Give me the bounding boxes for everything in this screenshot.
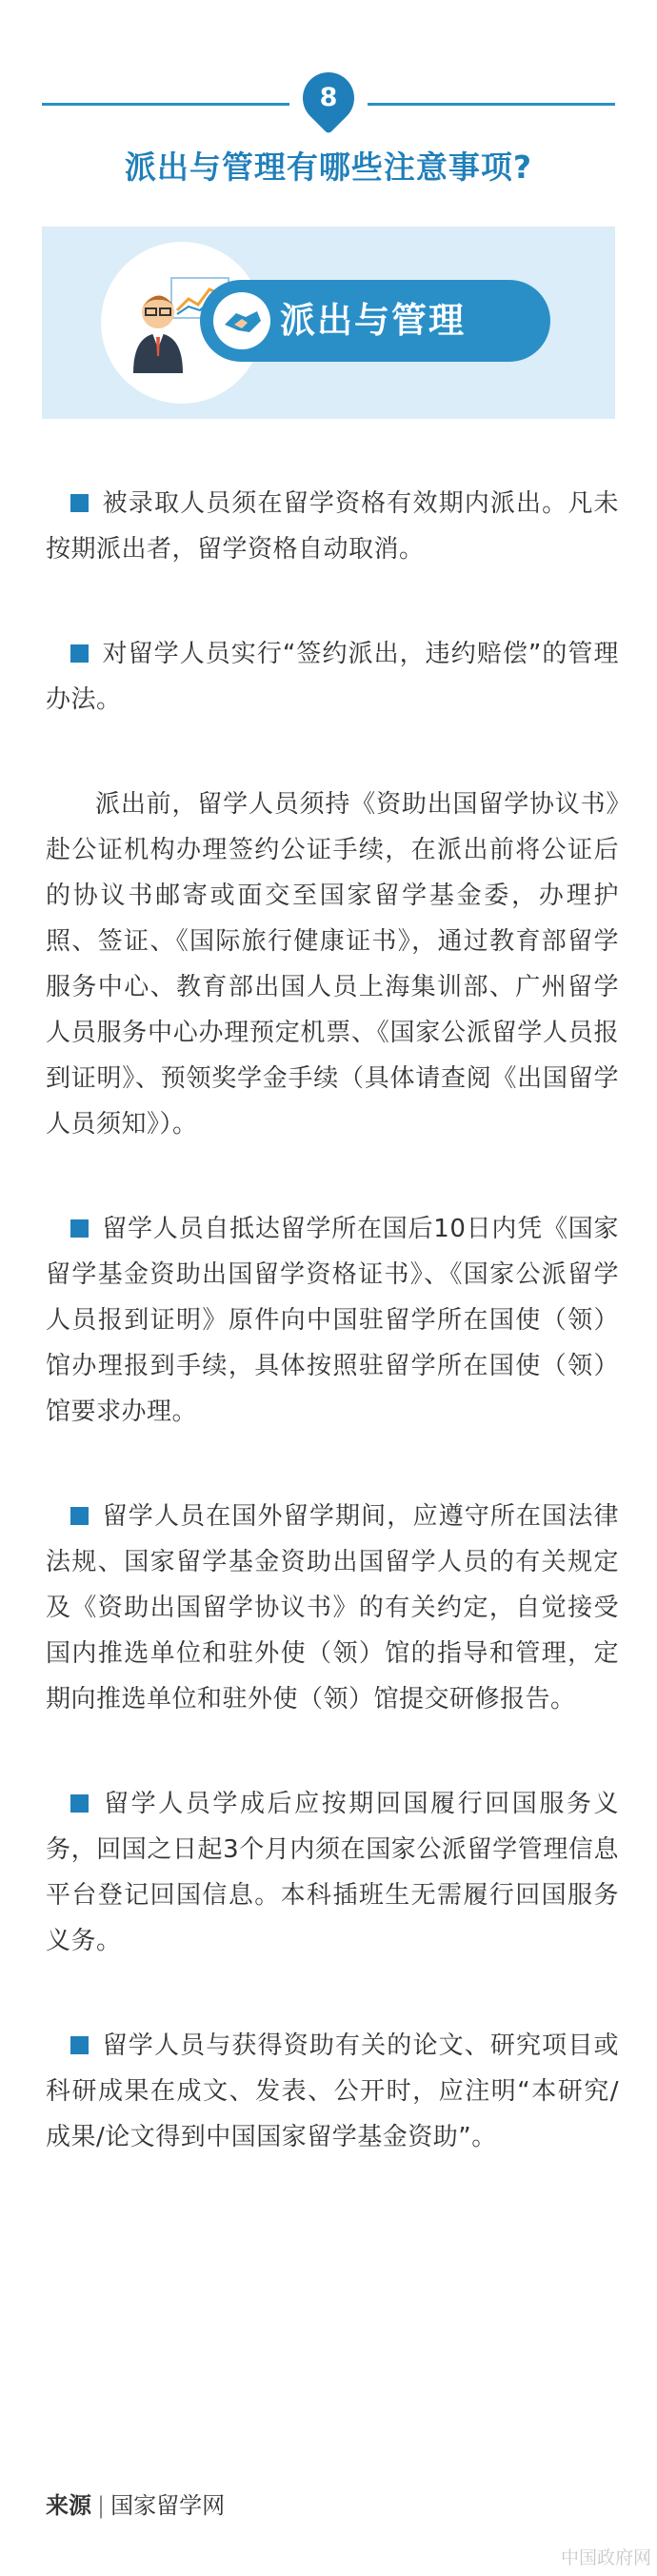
source-value: 国家留学网 [110,2492,226,2519]
article-body [46,481,619,2160]
banner-title-pill [200,280,550,362]
banner-title: 派出与管理 [280,300,466,341]
paragraph-text: 留学人员与获得资助有关的论文、研究项目或科研成果在成文、发表、公开时，应注明“本研究/成果/论文得到中国国家留学基金资助”。 [46,2031,619,2151]
divider-right [368,103,615,106]
source-separator: | [97,2492,106,2519]
section-number: 8 [319,83,338,112]
square-bullet-icon [70,1794,89,1813]
square-bullet-icon [70,494,89,512]
handshake-icon [213,292,270,349]
paragraph [46,1206,619,1435]
square-bullet-icon [70,1219,89,1238]
paragraph-text: 被录取人员须在留学资格有效期内派出。凡未按期派出者，留学资格自动取消。 [46,489,619,564]
paragraph [46,782,619,1147]
paragraph-text: 派出前，留学人员须持《资助出国留学协议书》赴公证机构办理签约公证手续，在派出前将公证后的协议书邮寄或面交至国家留学基金委，办理护照、签证、《国际旅行健康证书》，通过教育部留学服务中心、教育部出国人员上海集训部、广州留学人员服务中心办理预定机票、《国家公派留学人员报到证明》、预领奖学金手续（具体请查阅《出国留学人员须知》）。 [46,790,619,1139]
square-bullet-icon [70,2036,89,2054]
section-header [0,0,657,228]
section-title: 派出与管理有哪些注意事项? [124,149,533,186]
paragraph [46,631,619,723]
divider-left [42,103,289,106]
paragraph-text: 留学人员在国外留学期间，应遵守所在国法律法规、国家留学基金资助出国留学人员的有关规定及《资助出国留学协议书》的有关约定，自觉接受国内推选单位和驻外使（领）馆的指导和管理，定期向推选单位和驻外使（领）馆提交研修报告。 [46,1502,619,1714]
paragraph-text: 对留学人员实行“签约派出，违约赔偿”的管理办法。 [46,640,619,714]
square-bullet-icon [70,1507,89,1525]
watermark: 中国政府网 [560,2547,651,2568]
paragraph-text: 留学人员自抵达留学所在国后10日内凭《国家留学基金资助出国留学资格证书》、《国家公派留学人员报到证明》原件向中国驻留学所在国使（领）馆办理报到手续，具体按照驻留学所在国使（领）馆要求办理。 [46,1215,619,1426]
paragraph-text: 留学人员学成后应按期回国履行回国服务义务，回国之日起3个月内须在国家公派留学管理信息平台登记回国信息。本科插班生无需履行回国服务义务。 [46,1790,619,1955]
source-line [46,2487,225,2520]
square-bullet-icon [70,644,89,663]
section-banner [42,227,615,419]
paragraph [46,2023,619,2160]
source-label: 来源 [46,2492,91,2519]
paragraph [46,481,619,572]
paragraph [46,1781,619,1964]
paragraph [46,1494,619,1722]
